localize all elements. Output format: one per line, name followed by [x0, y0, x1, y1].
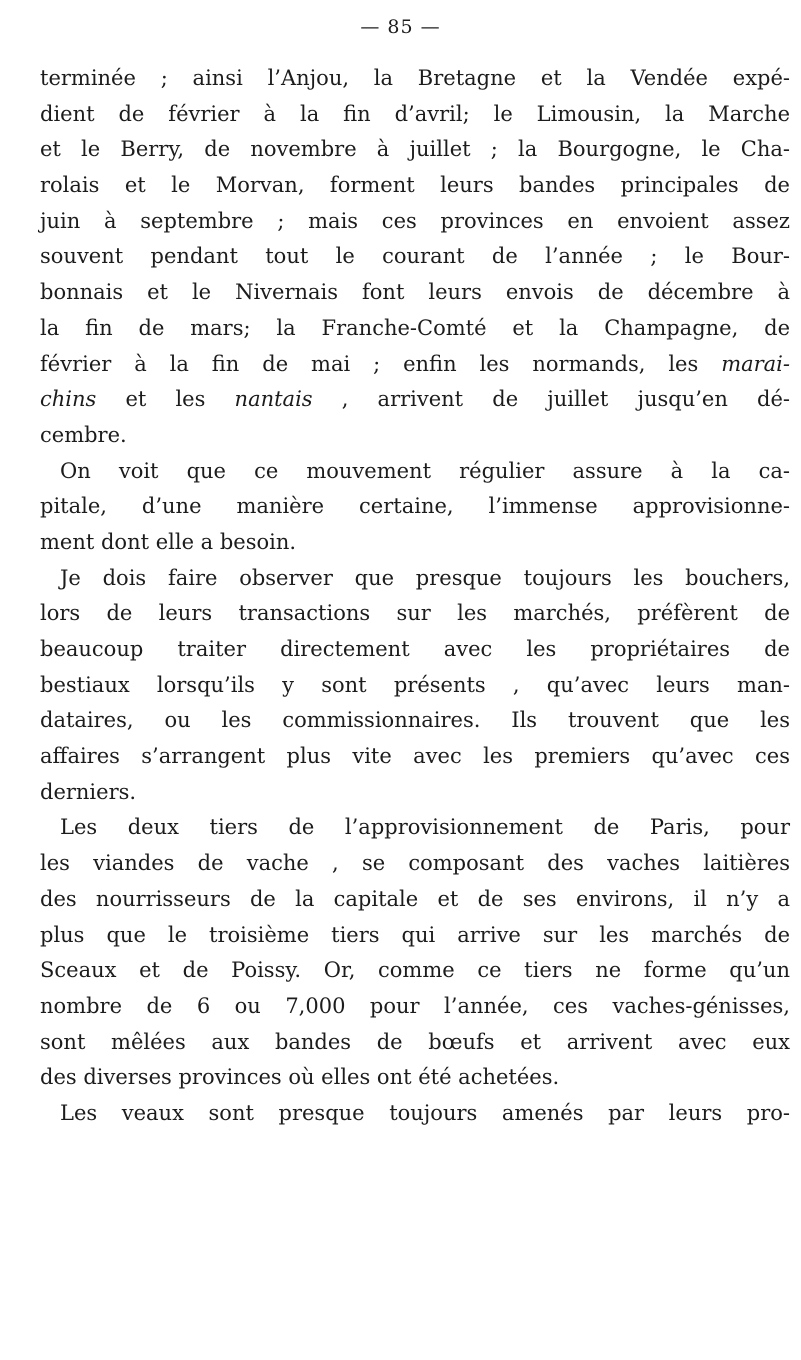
text-line: dient de février à la fin d’avril; le Limousin, la Marche — [40, 101, 790, 126]
text-line: et le Berry, de novembre à juillet ; la Bourgogne, le Cha- — [40, 137, 790, 162]
paragraph-start: Les deux tiers de l’approvisionnement de Paris, pour — [60, 815, 790, 840]
text-line: pitale, d’une manière certaine, l’immense approvisionne- — [40, 494, 790, 519]
italic-word: nantais — [234, 387, 313, 412]
text-line: rolais et le Morvan, forment leurs bandes principales de — [40, 173, 790, 198]
body-text — [40, 61, 790, 1132]
text-line-roman: février à la fin de mai ; enfin les normands, les — [40, 351, 699, 376]
text-line — [40, 347, 790, 383]
text-line: juin à septembre ; mais ces provinces en envoient assez — [40, 208, 790, 233]
italic-word: chins — [40, 387, 97, 412]
text-line-roman: et les — [96, 387, 235, 412]
text-line: des nourrisseurs de la capitale et de ses environs, il n’y a — [40, 886, 790, 911]
paragraph-start: Les veaux sont presque toujours amenés par leurs pro- — [60, 1100, 790, 1125]
text-line: nombre de 6 ou 7,000 pour l’année, ces vaches-génisses, — [40, 993, 790, 1018]
text-line: les viandes de vache , se composant des vaches laitières — [40, 851, 790, 876]
text-line: plus que le troisième tiers qui arrive sur les marchés de — [40, 922, 790, 947]
text-line: cembre. — [40, 422, 127, 447]
text-line: beaucoup traiter directement avec les propriétaires de — [40, 637, 790, 661]
text-line: terminée ; ainsi l’Anjou, la Bretagne et la Vendée expé- — [40, 66, 790, 90]
paragraph-start: On voit que ce mouvement régulier assure à la ca- — [60, 458, 790, 483]
text-line: la fin de mars; la Franche-Comté et la Champagne, de — [40, 315, 790, 340]
paragraph-start: Je dois faire observer que presque toujours les bouchers, — [60, 565, 790, 590]
text-line: lors de leurs transactions sur les marchés, préfèrent de — [40, 601, 790, 626]
text-line: affaires s’arrangent plus vite avec les premiers qu’avec ces — [40, 744, 790, 769]
text-line-roman: , arrivent de juillet jusqu’en dé- — [312, 387, 790, 412]
text-line — [40, 382, 790, 418]
text-line: sont mêlées aux bandes de bœufs et arrivent avec eux — [40, 1029, 790, 1054]
text-line: des diverses provinces où elles ont été achetées. — [40, 1065, 560, 1090]
text-line: bestiaux lorsqu’ils y sont présents , qu’avec leurs man- — [40, 672, 790, 697]
text-line: ment dont elle a besoin. — [40, 529, 297, 554]
text-line: dataires, ou les commissionnaires. Ils trouvent que les — [40, 708, 790, 733]
page-number: — 85 — — [360, 16, 441, 38]
italic-word: marai- — [721, 351, 790, 376]
text-line: Sceaux et de Poissy. Or, comme ce tiers ne forme qu’un — [40, 958, 790, 983]
text-line: bonnais et le Nivernais font leurs envois de décembre à — [40, 280, 790, 305]
text-line: souvent pendant tout le courant de l’année ; le Bour- — [40, 244, 790, 269]
text-line: derniers. — [40, 779, 137, 804]
